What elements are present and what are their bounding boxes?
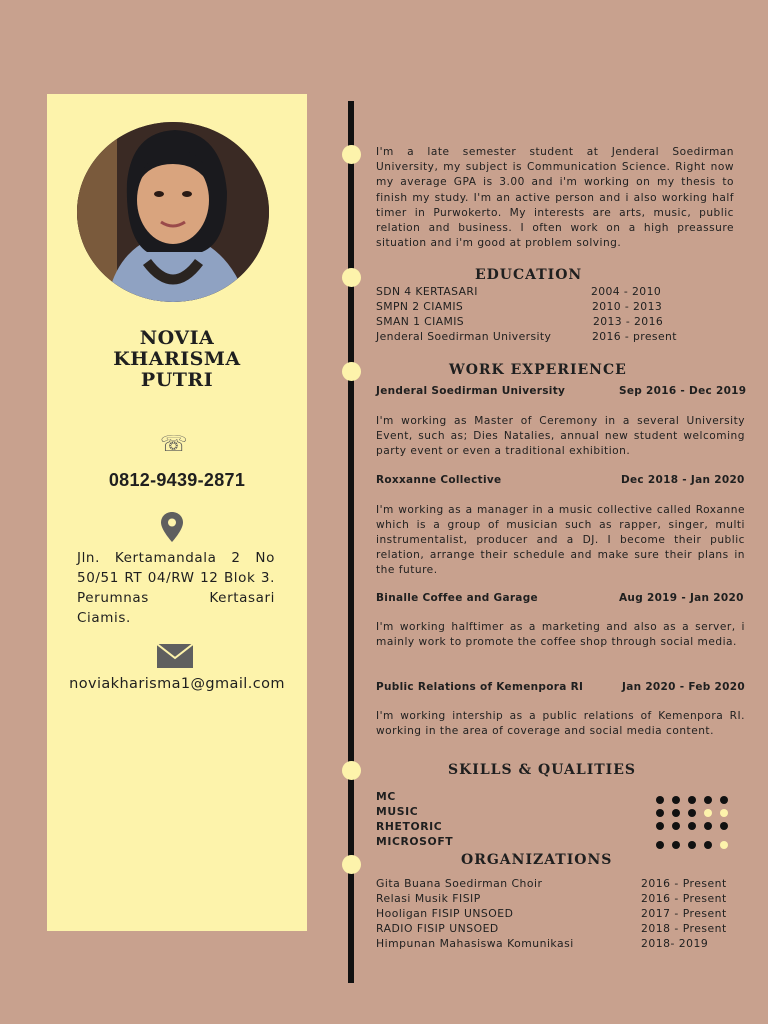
job-description: I'm working as Master of Ceremony in a several University Event, such as; Dies Natalies, annual new student welcoming party event or even a traditional exhibition. <box>376 415 745 457</box>
location-pin-icon <box>161 512 183 542</box>
job-org: Public Relations of Kemenpora RI <box>376 681 584 693</box>
job-description: I'm working intership as a public relations of Kemenpora RI. working in the area of coverage and social media content. <box>376 710 745 737</box>
skill-item: RHETORIC <box>376 820 443 833</box>
organizations-names <box>376 876 574 951</box>
education-years: 2010 - 2013 <box>592 300 663 313</box>
job-org: Binalle Coffee and Garage <box>376 592 538 604</box>
name-line: NOVIA <box>139 327 215 349</box>
organization-years: 2017 - Present <box>641 907 727 920</box>
about-text: I'm a late semester student at Jenderal Soedirman University, my subject is Communication Science. Right now my average GPA is 3.00 and i'm working on my thesis to finish my study. I'm an active person and i also working half timer in Purwokerto. My interests are arts, music, public relation and business. I often work on a high preassure situation and i'm good at problem solving. <box>376 146 734 250</box>
profile-panel <box>47 94 307 931</box>
education-school: SMPN 2 CIAMIS <box>376 300 464 313</box>
work-title: WORK EXPERIENCE <box>449 362 627 378</box>
skills-list <box>376 789 453 849</box>
name-line: PUTRI <box>140 369 214 391</box>
timeline-dot <box>342 855 361 874</box>
organization-years: 2018 - Present <box>641 922 727 935</box>
skill-item: MC <box>376 790 396 803</box>
full-name <box>47 328 307 391</box>
organization-name: Relasi Musik FISIP <box>376 892 481 905</box>
skills-title: SKILLS & QUALITIES <box>448 762 636 778</box>
skill-item: MUSIC <box>376 805 419 818</box>
organization-years: 2016 - Present <box>641 892 727 905</box>
education-school: SDN 4 KERTASARI <box>376 285 478 298</box>
decorative-dot-grid <box>655 795 735 851</box>
organizations-title: ORGANIZATIONS <box>461 852 613 868</box>
name-line: KHARISMA <box>113 348 241 370</box>
email-address[interactable]: noviakharisma1@gmail.com <box>69 676 285 692</box>
job-org: Jenderal Soedirman University <box>376 385 566 397</box>
organization-name: Himpunan Mahasiswa Komunikasi <box>376 937 574 950</box>
organization-name: RADIO FISIP UNSOED <box>376 922 499 935</box>
job-period: Jan 2020 - Feb 2020 <box>622 681 745 693</box>
phone-icon: ☏ <box>160 432 188 457</box>
skill-item: MICROSOFT <box>376 835 454 848</box>
timeline-bar <box>348 101 354 983</box>
job-org: Roxxanne Collective <box>376 474 502 486</box>
education-school: Jenderal Soedirman University <box>376 330 552 343</box>
timeline-dot <box>342 268 361 287</box>
organization-name: Hooligan FISIP UNSOED <box>376 907 514 920</box>
job-period: Aug 2019 - Jan 2020 <box>619 592 744 604</box>
education-years: 2004 - 2010 <box>591 285 662 298</box>
job-period: Dec 2018 - Jan 2020 <box>621 474 745 486</box>
address: Jln. Kertamandala 2 No 50/51 RT 04/RW 12 Blok 3. Perumnas Kertasari Ciamis. <box>77 550 275 626</box>
organization-years: 2018- 2019 <box>641 937 709 950</box>
timeline-dot <box>342 145 361 164</box>
portrait-illustration <box>77 122 269 302</box>
education-years: 2016 - present <box>592 330 677 343</box>
job-period: Sep 2016 - Dec 2019 <box>619 385 747 397</box>
organization-years: 2016 - Present <box>641 877 727 890</box>
phone-number[interactable]: 0812-9439-2871 <box>108 470 246 490</box>
organizations-years <box>641 876 727 951</box>
education-years: 2013 - 2016 <box>593 315 664 328</box>
profile-photo <box>77 122 269 302</box>
education-title: EDUCATION <box>475 267 583 283</box>
timeline-dot <box>342 362 361 381</box>
timeline-dot <box>342 761 361 780</box>
organization-name: Gita Buana Soedirman Choir <box>376 877 543 890</box>
job-description: I'm working as a manager in a music collective called Roxanne which is a group of musician such as rapper, singer, multi instrumentalist, producer and a DJ. I become their public relation, arrange their schedule and make sure their plans in the future. <box>376 504 745 576</box>
education-school: SMAN 1 CIAMIS <box>376 315 465 328</box>
job-description: I'm working halftimer as a marketing and also as a server, i mainly work to promote the coffee shop through social media. <box>376 621 745 648</box>
envelope-icon <box>157 644 193 668</box>
